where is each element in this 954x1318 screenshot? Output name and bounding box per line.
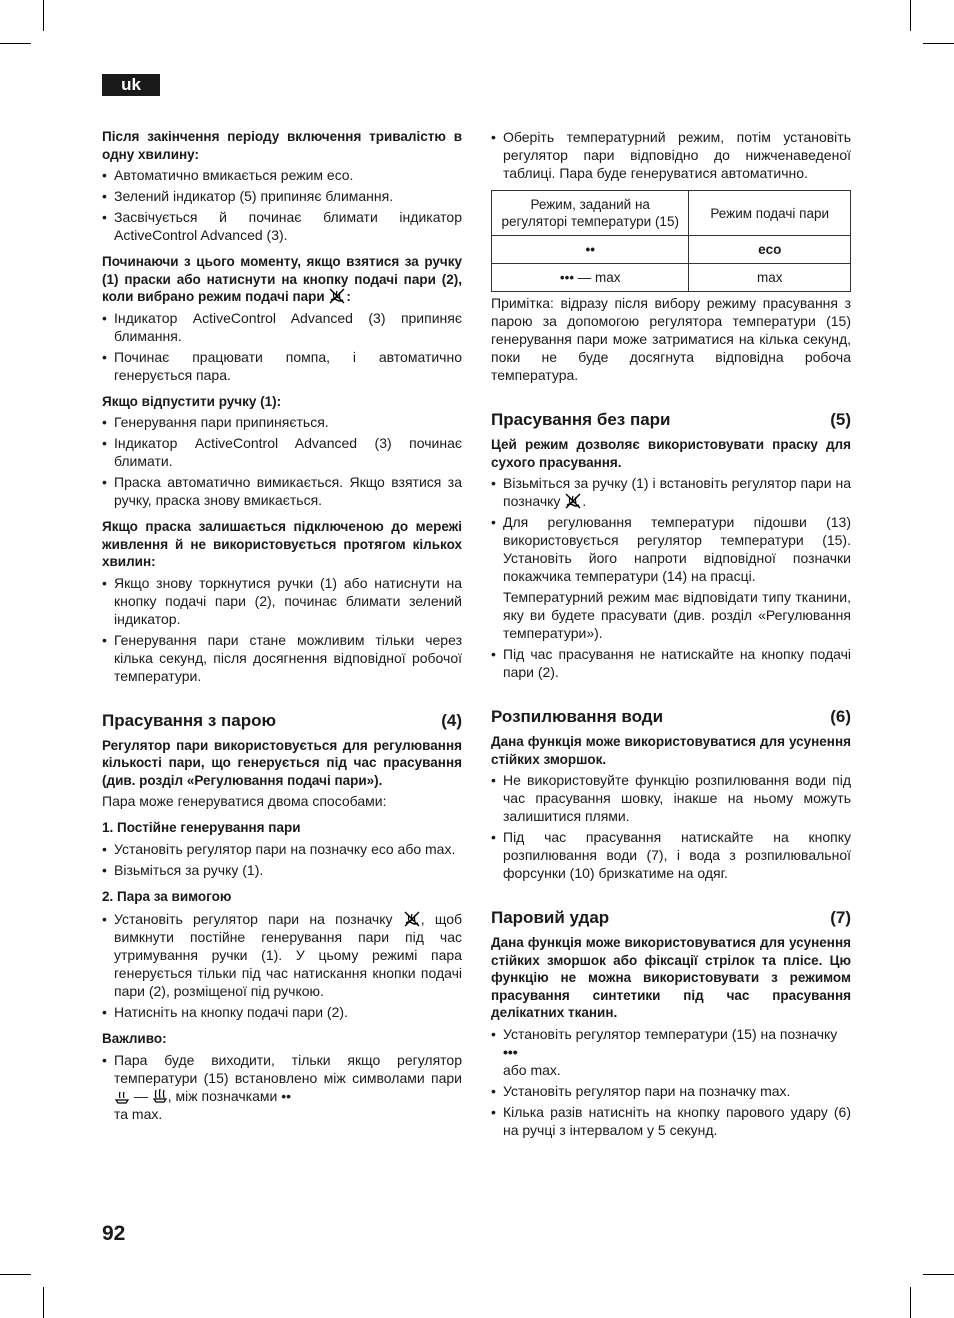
- section-title: [102, 711, 462, 731]
- section-number: (6): [830, 707, 851, 726]
- section-intro: Цей режим дозволяє використовувати праску для сухого прасування.: [491, 437, 851, 470]
- list-item: • Оберіть температурний режим, потім установіть регулятор пари відповідно до нижченаведеної таблиці. Пара буде генеруватися автоматично.: [491, 128, 851, 182]
- section-title-text: Розпилювання води: [491, 707, 664, 726]
- list-item: • Установіть регулятор температури (15) на позначку: [491, 1025, 851, 1043]
- bullet-list: [102, 910, 462, 1021]
- list-item-text: Установіть регулятор пари на позначку: [114, 911, 393, 927]
- section-title-text: Паровий удар: [491, 908, 610, 927]
- list-item: • Установіть регулятор пари на позначку max.: [491, 1082, 851, 1100]
- list-item: • Праска автоматично вимикається. Якщо взятися за ручку, праска знову вмикається.: [102, 473, 462, 509]
- list-item-text: , щоб вимкнути постійне генерування пари під час утримування ручки (1). У цьому режимі пара генерується тільки під час натискання кнопки подачі пари (2), розміщеної під ручкою.: [114, 911, 462, 999]
- list-item-continuation: •••: [503, 1043, 518, 1060]
- list-item: • Зелений індикатор (5) припиняє блимання.: [102, 187, 462, 205]
- paragraph-heading: Якщо праска залишається підключеною до мережі живлення й не використовується протягом кількох хвилин:: [102, 519, 462, 569]
- crossed-out-steam-icon: [564, 493, 582, 509]
- paragraph-text: Починаючи з цього моменту, якщо взятися за ручку (1) праски або натиснути на кнопку подачі пари (2), коли вибрано режим подачі пари: [102, 254, 462, 304]
- list-item-continuation: або max.: [503, 1061, 561, 1078]
- table-header-cell: Режим, заданий на регуляторі температури (15): [492, 191, 689, 236]
- list-item: • Під час прасування не натискайте на кнопку подачі пари (2).: [491, 645, 851, 681]
- bullet-list: [491, 645, 851, 681]
- list-item: • Якщо знову торкнутися ручки (1) або натиснути на кнопку подачі пари (2), починає блимати зелений індикатор.: [102, 574, 462, 628]
- list-item: • Індикатор ActiveControl Advanced (3) припиняє блимання.: [102, 309, 462, 345]
- paragraph-text: Пара може генеруватися двома способами:: [102, 793, 387, 809]
- crop-mark: [43, 0, 44, 31]
- list-item: • Під час прасування натискайте на кнопку розпилювання води (7), і вода з розпилювальної форсунки (10) бризкатиме на одяг.: [491, 828, 851, 882]
- crop-mark: [0, 1274, 31, 1275]
- table-cell: ••• — max: [492, 264, 689, 292]
- list-item-continuation: Температурний режим має відповідати типу тканини, яку ви будете прасувати (див. розділ «Регулювання температури»).: [503, 589, 851, 641]
- section-title-text: Прасування з парою: [102, 710, 277, 730]
- page-number: 92: [102, 1222, 126, 1245]
- crop-mark: [910, 0, 911, 31]
- bullet-list: [491, 771, 851, 882]
- bullet-list: [102, 413, 462, 509]
- list-item-text: .: [582, 493, 587, 509]
- list-item-continuation: та max.: [114, 1105, 163, 1122]
- dash: —: [130, 1087, 152, 1104]
- language-tab: uk: [102, 74, 160, 96]
- list-item: • Візьміться за ручку (1).: [102, 861, 462, 879]
- bullet-list: [102, 1051, 462, 1105]
- section-title: [491, 410, 851, 430]
- list-item: • Натисніть на кнопку подачі пари (2).: [102, 1003, 462, 1021]
- section-title-text: Прасування без пари: [491, 410, 671, 429]
- bullet-list: [491, 128, 851, 182]
- list-item-text: Візьміться за ручку (1) і встановіть регулятор пари на позначку: [503, 475, 851, 509]
- steam-setting-table: [491, 190, 851, 292]
- steam-low-icon: [114, 1090, 130, 1104]
- list-item: • Для регулювання температури підошви (13) використовується регулятор температури (15). Установіть його напроти відповідної позначки покажчика температури (14) на прасці.: [491, 513, 851, 585]
- crop-mark: [923, 43, 954, 44]
- crop-mark: [0, 43, 31, 44]
- section-number: (5): [830, 410, 851, 429]
- bullet-list: [491, 474, 851, 585]
- paragraph-heading: Після закінчення періоду включення тривалістю в одну хвилину:: [102, 129, 462, 162]
- crop-mark: [43, 1287, 44, 1318]
- list-item-text: Пара буде виходити, тільки якщо регулятор температури (15) встановлено між символами пари: [114, 1051, 462, 1086]
- subheading: 1. Постійне генерування пари: [102, 820, 301, 835]
- list-item: • Генерування пари припиняється.: [102, 413, 462, 431]
- list-item: • Установіть регулятор пари на позначку eco або max.: [102, 840, 462, 858]
- list-item: • Автоматично вмикається режим eco.: [102, 166, 462, 184]
- section-intro: Регулятор пари використовується для регулювання кількості пари, що генерується під час прасування (див. розділ «Регулювання подачі пари»).: [102, 737, 462, 788]
- bullet-list: [102, 574, 462, 685]
- table-header-row: [492, 191, 851, 236]
- bullet-list: [102, 840, 462, 879]
- list-item: • Починає працювати помпа, і автоматично генерується пара.: [102, 348, 462, 384]
- section-number: (7): [830, 908, 851, 927]
- section-title: [491, 908, 851, 928]
- paragraph-heading: [102, 253, 462, 306]
- crossed-out-steam-icon: [403, 911, 421, 927]
- subheading: 2. Пара за вимогою: [102, 888, 232, 904]
- bullet-list: [491, 1025, 851, 1043]
- list-item: • Генерування пари стане можливим тільки через кілька секунд, після досягнення відповідної робочої температури.: [102, 631, 462, 685]
- list-item: [102, 910, 462, 1000]
- table-cell: eco: [689, 236, 851, 264]
- table-header-cell: Режим подачі пари: [689, 191, 851, 236]
- bullet-list: [102, 166, 462, 244]
- steam-high-icon: [152, 1088, 168, 1104]
- punctuation: :: [346, 289, 351, 304]
- table-cell: max: [689, 264, 851, 292]
- crop-mark: [910, 1287, 911, 1318]
- crop-mark: [923, 1274, 954, 1275]
- right-column: [491, 128, 851, 1139]
- paragraph-heading: Якщо відпустити ручку (1):: [102, 393, 282, 409]
- section-number: (4): [441, 710, 462, 730]
- note-text: Примітка: відразу після вибору режиму прасування з парою за допомогою регулятора температури (15) генерування пари може затриматися на кілька секунд, поки не буде досягнута відповідна робоча температура.: [491, 295, 851, 383]
- list-item: [102, 1051, 462, 1105]
- section-intro: Дана функція може використовуватися для усунення стійких зморшок.: [491, 734, 851, 767]
- table-row: [492, 236, 851, 264]
- subheading: Важливо:: [102, 1031, 167, 1046]
- left-column: [102, 128, 462, 1123]
- list-item: • Індикатор ActiveControl Advanced (3) починає блимати.: [102, 434, 462, 470]
- crossed-out-steam-icon: [328, 288, 346, 304]
- section-intro: Дана функція може використовуватися для усунення стійких зморшок або фіксації стрілок та плісе. Цю функцію не можна використовувати з режимом прасування синтетики під час прасування делікатних тканин.: [491, 935, 851, 1020]
- list-item: • Кілька разів натисніть на кнопку парового удару (6) на ручці з інтервалом у 5 секунд.: [491, 1103, 851, 1139]
- list-item: [491, 474, 851, 510]
- bullet-list: [102, 309, 462, 384]
- section-title: [491, 707, 851, 727]
- bullet-list: [491, 1082, 851, 1139]
- table-cell: ••: [492, 236, 689, 264]
- list-item-text: , між позначками ••: [167, 1087, 292, 1104]
- table-row: [492, 264, 851, 292]
- list-item: • Не використовуйте функцію розпилювання води під час прасування шовку, інакше на ньому можуть залишитися плями.: [491, 771, 851, 825]
- list-item: • Засвічується й починає блимати індикатор ActiveControl Advanced (3).: [102, 208, 462, 244]
